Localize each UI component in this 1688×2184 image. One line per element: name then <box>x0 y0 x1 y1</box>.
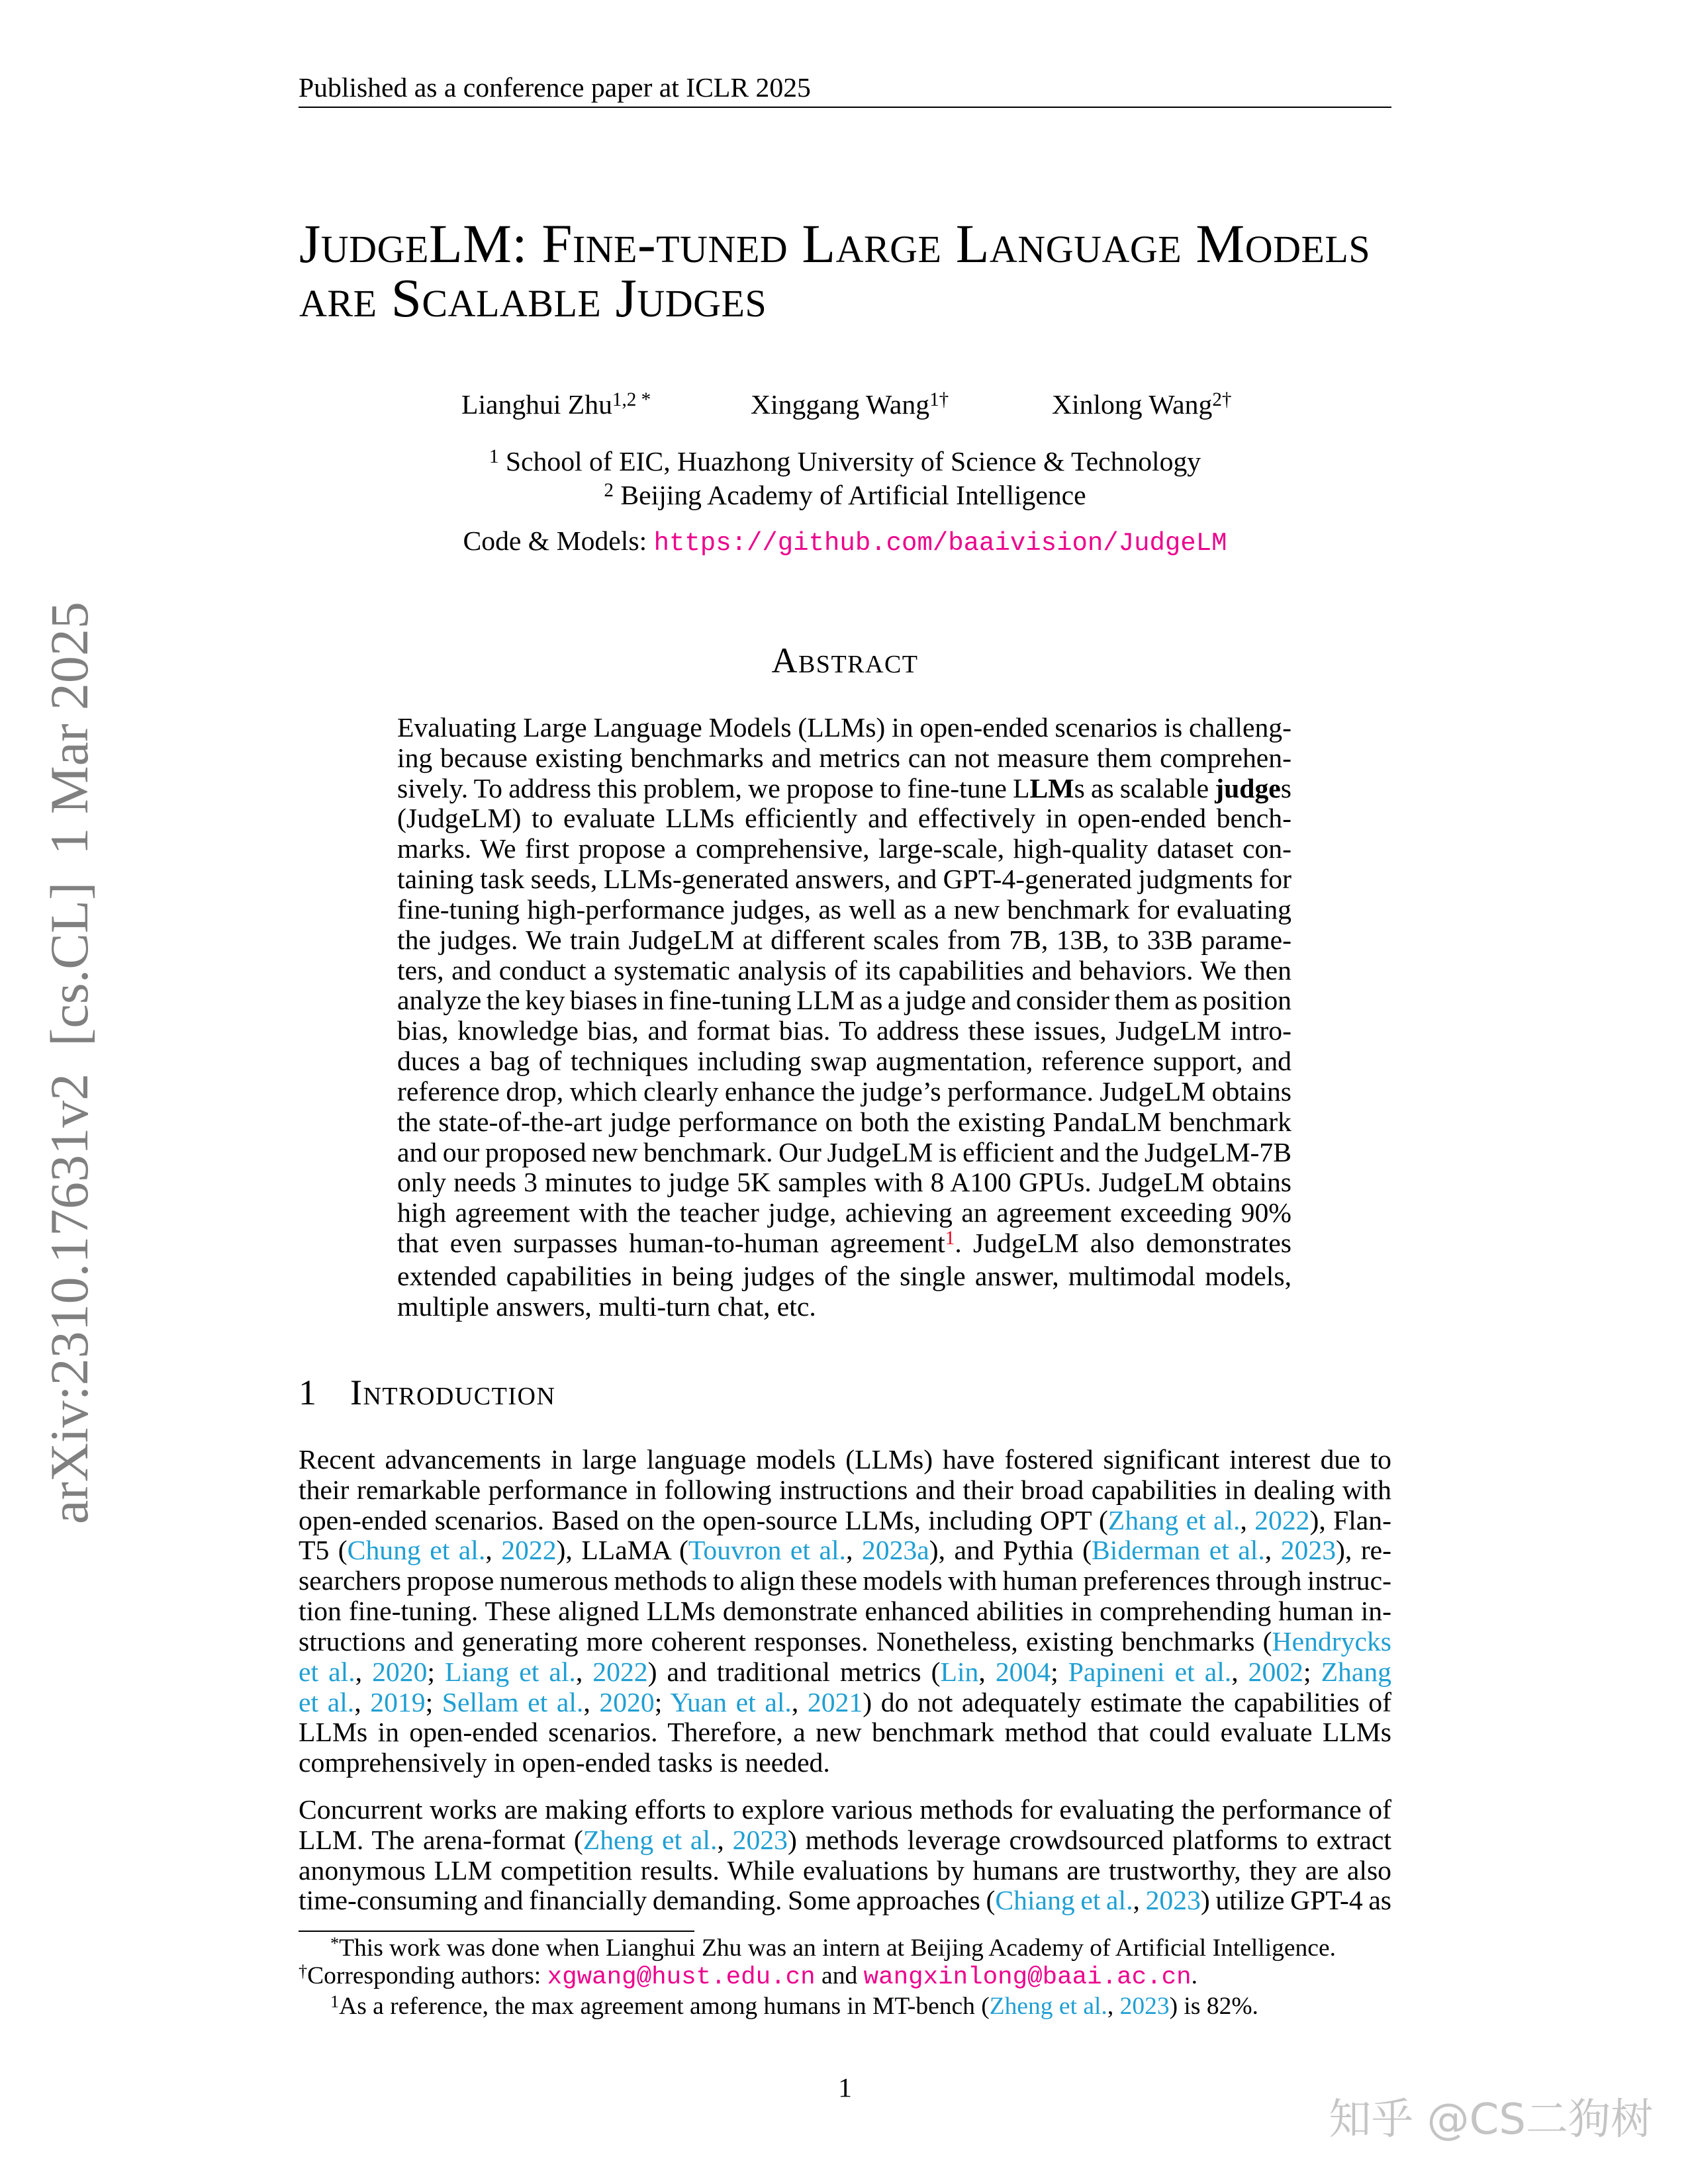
text-line <box>397 956 1291 987</box>
citation-link[interactable]: 2023 <box>1119 1993 1170 2020</box>
text-run: ), and Pythia ( <box>929 1535 1092 1567</box>
text-run: anonymous LLM competition results. While evaluations by humans are trustworthy, they are also <box>299 1855 1391 1886</box>
abstract-body <box>397 713 1291 1323</box>
text-run: Recent advancements in large language models (LLMs) have fostered significant interest due to <box>299 1445 1391 1475</box>
citation-link[interactable]: Papineni et al. <box>1068 1657 1232 1688</box>
citation-link[interactable]: Lin <box>940 1657 979 1688</box>
text-line <box>299 1796 1391 1826</box>
footnote-mark: † <box>299 1961 308 1981</box>
text-line <box>397 926 1291 956</box>
code-models-line <box>299 526 1391 559</box>
text-line <box>299 1749 1391 1779</box>
page-number: 1 <box>838 2073 852 2103</box>
citation-link[interactable]: Zheng et al. <box>583 1825 718 1856</box>
text-run: (JudgeLM) to evaluate LLMs efficiently and effectively in open-ended bench- <box>397 803 1291 835</box>
author-name: Xinggang Wang <box>751 390 930 420</box>
section-title: Introduction <box>350 1373 556 1412</box>
text-line <box>299 1688 1391 1719</box>
paper-title <box>299 213 1371 328</box>
text-line <box>397 1293 1291 1323</box>
text-run: Evaluating Large Language Models (LLMs) in open-ended scenarios is challeng- <box>397 713 1291 743</box>
text-line <box>299 1886 1391 1917</box>
text-line <box>397 1138 1291 1169</box>
citation-link[interactable]: Chung et al. <box>347 1535 486 1567</box>
text-line <box>397 1077 1291 1108</box>
affiliation-mark: 2 <box>604 480 614 502</box>
text-run: ; <box>1303 1657 1321 1688</box>
text-line <box>299 1826 1391 1856</box>
affiliation <box>299 447 1391 480</box>
citation-link[interactable]: Sellam et al. <box>442 1687 584 1718</box>
text-run: , <box>1133 1886 1146 1917</box>
footnote-mark: * <box>330 1933 340 1953</box>
text-run: , <box>1264 1535 1281 1567</box>
text-line <box>397 744 1291 774</box>
footnote-text <box>339 1934 1336 1962</box>
citation-link[interactable]: et al. <box>299 1657 355 1688</box>
citation-link[interactable]: Hendrycks <box>1272 1626 1391 1657</box>
text-run: time-consuming and financially demanding. Some approaches ( <box>299 1886 996 1917</box>
text-run: ) utilize GPT-4 as <box>1200 1886 1392 1917</box>
text-run: , <box>1240 1505 1255 1536</box>
citation-link[interactable]: Touvron et al. <box>688 1535 846 1567</box>
email-link[interactable]: xgwang@hust.edu.cn <box>547 1964 816 1991</box>
text-run: ) methods leverage crowdsourced platforms to extract <box>787 1825 1391 1856</box>
text-run: , <box>354 1687 371 1718</box>
text-line <box>299 1506 1391 1537</box>
text-run: LLMs in open-ended scenarios. Therefore, a new benchmark method that could evaluate LLMs <box>299 1717 1391 1749</box>
text-line <box>299 1856 1391 1887</box>
text-run: , <box>791 1687 808 1718</box>
footnote-rule <box>299 1931 694 1932</box>
citation-link[interactable]: 2020 <box>372 1657 428 1688</box>
text-run: the judges. We train JudgeLM at different scales from 7B, 13B, to 33B parame- <box>397 925 1291 956</box>
citation-link[interactable]: Zhang <box>1321 1657 1392 1688</box>
text-line <box>299 1627 1391 1658</box>
footnote-mark: 1 <box>330 1991 340 2011</box>
citation-link[interactable]: Yuan et al. <box>670 1687 792 1718</box>
citation-link[interactable]: Zhang et al. <box>1107 1505 1241 1536</box>
text-run: ; <box>427 1657 445 1688</box>
section-number: 1 <box>299 1373 316 1412</box>
text-run: ) and traditional metrics ( <box>647 1657 941 1688</box>
citation-link[interactable]: 2023a <box>861 1535 929 1567</box>
text-run: high agreement with the teacher judge, achieving an agreement exceeding 90% <box>397 1198 1291 1229</box>
text-line <box>299 1476 1391 1506</box>
text-line <box>397 1017 1291 1047</box>
text-line <box>299 1718 1391 1749</box>
text-run: , <box>1231 1657 1248 1688</box>
text-run: , <box>845 1535 862 1567</box>
text-line <box>299 1658 1391 1688</box>
author <box>461 390 651 423</box>
bold-text: judge <box>1215 773 1281 804</box>
text-line <box>299 1445 1391 1476</box>
bold-text: LM <box>1029 773 1074 804</box>
author-affiliation-marks: 1,2 * <box>612 389 651 411</box>
text-run: analyze the key biases in fine-tuning LLM as a judge and consider them as position <box>397 985 1291 1017</box>
text-run: ; <box>654 1687 671 1718</box>
text-run: , <box>978 1657 996 1688</box>
text-line <box>397 1108 1291 1138</box>
footnote-text <box>339 1993 1258 2020</box>
text-run: , <box>485 1535 502 1567</box>
text-run: extended capabilities in being judges of the single answer, multimodal models, <box>397 1261 1291 1292</box>
github-url-link[interactable]: https://github.com/baaivision/JudgeLM <box>653 529 1227 558</box>
text-run: , <box>717 1825 733 1856</box>
text-run: only needs 3 minutes to judge 5K samples with 8 A100 GPUs. JudgeLM obtains <box>397 1167 1291 1199</box>
code-models-label: Code & Models: <box>463 526 647 557</box>
text-line <box>397 1199 1291 1229</box>
citation-link[interactable]: 2019 <box>370 1687 426 1718</box>
text-run: ters, and conduct a systematic analysis of its capabilities and behaviors. We then <box>397 955 1291 986</box>
intro-paragraph <box>299 1445 1391 1779</box>
citation-link[interactable]: 2002 <box>1248 1657 1303 1688</box>
running-header: Published as a conference paper at ICLR 2025 <box>299 73 811 103</box>
footnote-ref-link[interactable]: 1 <box>945 1228 955 1250</box>
footnote <box>299 1962 1197 1992</box>
text-run: ; <box>425 1687 442 1718</box>
text-run: structions and generating more coherent responses. Nonetheless, existing benchmarks ( <box>299 1626 1272 1657</box>
citation-link[interactable]: 2023 <box>732 1825 788 1856</box>
text-run: open-ended scenarios. Based on the open-source LLMs, including OPT ( <box>299 1505 1108 1536</box>
text-line <box>397 774 1291 805</box>
text-run: ), Flan- <box>1309 1505 1391 1536</box>
text-run: . <box>1191 1962 1198 1989</box>
citation-link[interactable]: 2022 <box>501 1535 557 1567</box>
text-run: ), re- <box>1336 1535 1392 1567</box>
affiliation-text: School of EIC, Huazhong University of Science & Technology <box>505 447 1201 477</box>
arxiv-stamp: arXiv:2310.17631v2 [cs.CL] 1 Mar 2025 <box>39 602 99 1524</box>
text-run: T5 ( <box>299 1535 348 1567</box>
title-line: are Scalable Judges <box>299 267 767 328</box>
text-run: Corresponding authors: <box>307 1962 547 1989</box>
author-affiliation-marks: 1† <box>929 389 949 411</box>
text-run: s <box>1280 773 1291 804</box>
text-run: This work was done when Lianghui Zhu was an intern at Beijing Academy of Artificial Intelligence. <box>339 1934 1336 1962</box>
text-run: comprehensively in open-ended tasks is needed. <box>299 1748 830 1779</box>
citation-link[interactable]: 2020 <box>599 1687 655 1718</box>
intro-paragraph <box>299 1796 1391 1917</box>
citation-link[interactable]: 2022 <box>592 1657 648 1688</box>
text-run: multiple answers, multi-turn chat, etc. <box>397 1291 816 1322</box>
section-heading <box>299 1373 555 1412</box>
text-line <box>397 835 1291 865</box>
author-name: Xinlong Wang <box>1052 390 1213 420</box>
text-run: the state-of-the-art judge performance on both the existing PandaLM benchmark <box>397 1107 1291 1138</box>
text-run: reference drop, which clearly enhance the judge’s performance. JudgeLM obtains <box>397 1076 1291 1107</box>
text-run: marks. We first propose a comprehensive, large-scale, high-quality dataset con- <box>397 834 1291 865</box>
text-line <box>397 1168 1291 1199</box>
text-line <box>397 986 1291 1017</box>
text-run: searchers propose numerous methods to align these models with human preferences through instruc- <box>299 1566 1391 1597</box>
text-run: Concurrent works are making efforts to explore various methods for evaluating the performance of <box>299 1795 1391 1825</box>
text-run: ), LLaMA ( <box>556 1535 688 1567</box>
header-rule <box>299 107 1391 108</box>
watermark: 知乎 @CS二狗树 <box>1329 2095 1653 2144</box>
affiliation <box>299 480 1391 514</box>
email-link[interactable]: wangxinlong@baai.ac.cn <box>863 1964 1192 1991</box>
author-name: Lianghui Zhu <box>461 390 612 420</box>
text-line <box>397 713 1291 744</box>
citation-link[interactable]: 2023 <box>1145 1886 1201 1917</box>
citation-link[interactable]: 2021 <box>807 1687 863 1718</box>
text-run: , <box>575 1657 593 1688</box>
text-run: ; <box>1051 1657 1068 1688</box>
text-run: ) is 82%. <box>1169 1993 1258 2020</box>
abstract-heading: Abstract <box>771 641 919 680</box>
text-run: . JudgeLM also demonstrates <box>955 1228 1291 1259</box>
author <box>1052 390 1232 423</box>
text-line <box>397 895 1291 926</box>
text-run: and <box>815 1962 864 1989</box>
affiliation-text: Beijing Academy of Artificial Intelligence <box>620 480 1086 511</box>
text-run: , <box>355 1657 373 1688</box>
footnote <box>330 1993 1258 2023</box>
text-run: , <box>583 1687 600 1718</box>
citation-link[interactable]: 2022 <box>1254 1505 1310 1536</box>
text-run: bias, knowledge bias, and format bias. To address these issues, JudgeLM intro- <box>397 1016 1291 1047</box>
citation-link[interactable]: Biderman et al. <box>1091 1535 1265 1567</box>
text-line <box>397 1047 1291 1077</box>
title-line: JudgeLM: Fine-tuned Large Language Models <box>299 213 1371 274</box>
text-run: taining task seeds, LLMs-generated answers, and GPT-4-generated judgments for <box>397 864 1291 895</box>
author <box>751 390 949 423</box>
citation-link[interactable]: Zheng et al. <box>989 1993 1107 2020</box>
text-run: ) do not adequately estimate the capabilities of <box>863 1687 1392 1718</box>
citation-link[interactable]: 2004 <box>995 1657 1051 1688</box>
text-run: As a reference, the max agreement among humans in MT-bench ( <box>339 1993 990 2020</box>
text-run: s as scalable <box>1074 773 1215 804</box>
text-line <box>397 865 1291 895</box>
affiliation-mark: 1 <box>489 446 499 468</box>
text-run: their remarkable performance in following instructions and their broad capabilities in dealing with <box>299 1475 1391 1506</box>
citation-link[interactable]: Liang et al. <box>445 1657 576 1688</box>
text-line <box>299 1567 1391 1597</box>
citation-link[interactable]: 2023 <box>1280 1535 1336 1567</box>
footnote <box>330 1934 1336 1964</box>
text-run: LLM. The arena-format ( <box>299 1825 583 1856</box>
text-line <box>397 1262 1291 1293</box>
text-run: and our proposed new benchmark. Our JudgeLM is efficient and the JudgeLM-7B <box>397 1137 1291 1168</box>
text-run: tion fine-tuning. These aligned LLMs demonstrate enhanced abilities in comprehending human in- <box>299 1596 1391 1627</box>
text-run: , <box>1107 1993 1120 2020</box>
text-run: fine-tuning high-performance judges, as well as a new benchmark for evaluating <box>397 894 1291 925</box>
text-run: ing because existing benchmarks and metrics can not measure them comprehen- <box>397 743 1291 774</box>
text-line <box>299 1597 1391 1627</box>
text-line <box>397 1229 1291 1262</box>
text-run: duces a bag of techniques including swap augmentation, reference support, and <box>397 1046 1291 1077</box>
text-run: that even surpasses human-to-human agreement <box>397 1228 945 1259</box>
citation-link[interactable]: Chiang et al. <box>995 1886 1133 1917</box>
citation-link[interactable]: et al. <box>299 1687 355 1718</box>
text-line <box>397 804 1291 835</box>
author-affiliation-marks: 2† <box>1212 389 1232 411</box>
text-run: sively. To address this problem, we propose to fine-tune L <box>397 773 1030 804</box>
footnote-text <box>307 1962 1197 1989</box>
text-line <box>299 1536 1391 1567</box>
